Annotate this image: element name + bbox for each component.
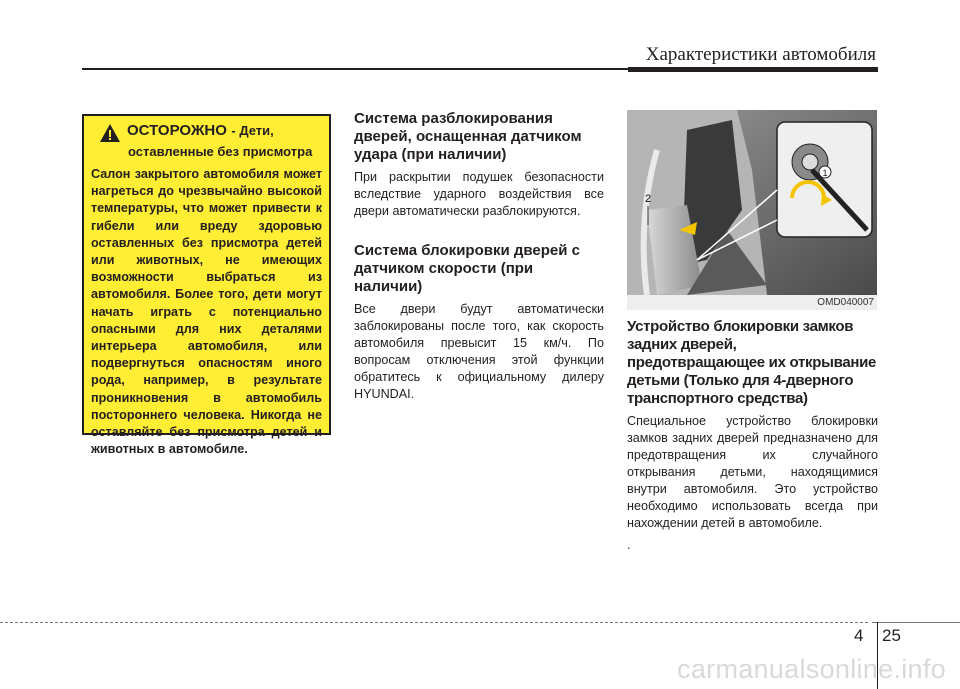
chapter-number: 4 — [854, 626, 864, 645]
watermark: carmanualsonline.info — [677, 654, 946, 684]
middle-column — [354, 110, 604, 403]
trailing-mark: . — [627, 538, 631, 552]
door-lock-illustration — [627, 110, 877, 310]
section-heading-impact-unlock: Система разблокирования дверей, оснащенная датчиком удара (при наличии) — [354, 110, 582, 163]
warning-triangle-icon — [99, 123, 121, 143]
figure-callout-2: 2 — [645, 193, 652, 205]
warning-body: Салон закрытого автомобиля может нагреться до чрезвычайно высокой температуры, что может привести к гибели или вреду здоровью оставленных без присмотра детей или животных, не имеющих возможности выбраться из автомобиля. Более того, дети могут начать играть с потенциально опасными для них деталями интерьера автомобиля, или подвергнуться опасностям иного рода, например, в результате проникновения в автомобиль постороннего человека. Никогда не оставляйте без присмотра детей и животных в автомобиле. — [91, 167, 322, 457]
footer-rule-right — [872, 622, 960, 623]
warning-title: ОСТОРОЖНО — [127, 122, 227, 139]
warning-subtitle-line2: оставленные без присмотра — [128, 144, 313, 159]
figure-callout-1: 1 — [822, 168, 828, 178]
rear-door-child-lock-image — [627, 110, 877, 310]
section-heading-child-lock: Устройство блокировки замков задних дверей, предотвращающее их открывание детьми (Только для 4-дверного транспортного средства) — [627, 318, 877, 407]
section-text-impact-unlock: При раскрытии подушек безопасности вследствие ударного воздействия все двери автоматически разблокируются. — [354, 170, 604, 218]
warning-header — [91, 122, 322, 143]
section-text-child-lock: Специальное устройство блокировки замков задних дверей предназначено для предотвращения их случайного открывания детьми, находящимися внутри автомобиля. Это устройство необходимо использовать всегда при нахождении детей в автомобиле. — [627, 414, 878, 530]
warning-box — [82, 114, 331, 457]
header-rule-accent — [628, 67, 878, 72]
warning-subtitle: - Дети, — [231, 123, 274, 138]
page-number: 25 — [882, 626, 901, 645]
section-text-speed-lock: Все двери будут автоматически заблокированы после того, как скорость автомобиля превысит 15 км/ч. По вопросам отключения этой функции обратитесь к официальному дилеру HYUNDAI. — [354, 302, 604, 401]
figure-code: OMD040007 — [817, 297, 874, 308]
section-heading-speed-lock: Система блокировки дверей с датчиком скорости (при наличии) — [354, 242, 580, 295]
page-header-title: Характеристики автомобиля — [645, 44, 876, 65]
footer-rule — [0, 622, 868, 623]
right-column — [627, 110, 878, 554]
